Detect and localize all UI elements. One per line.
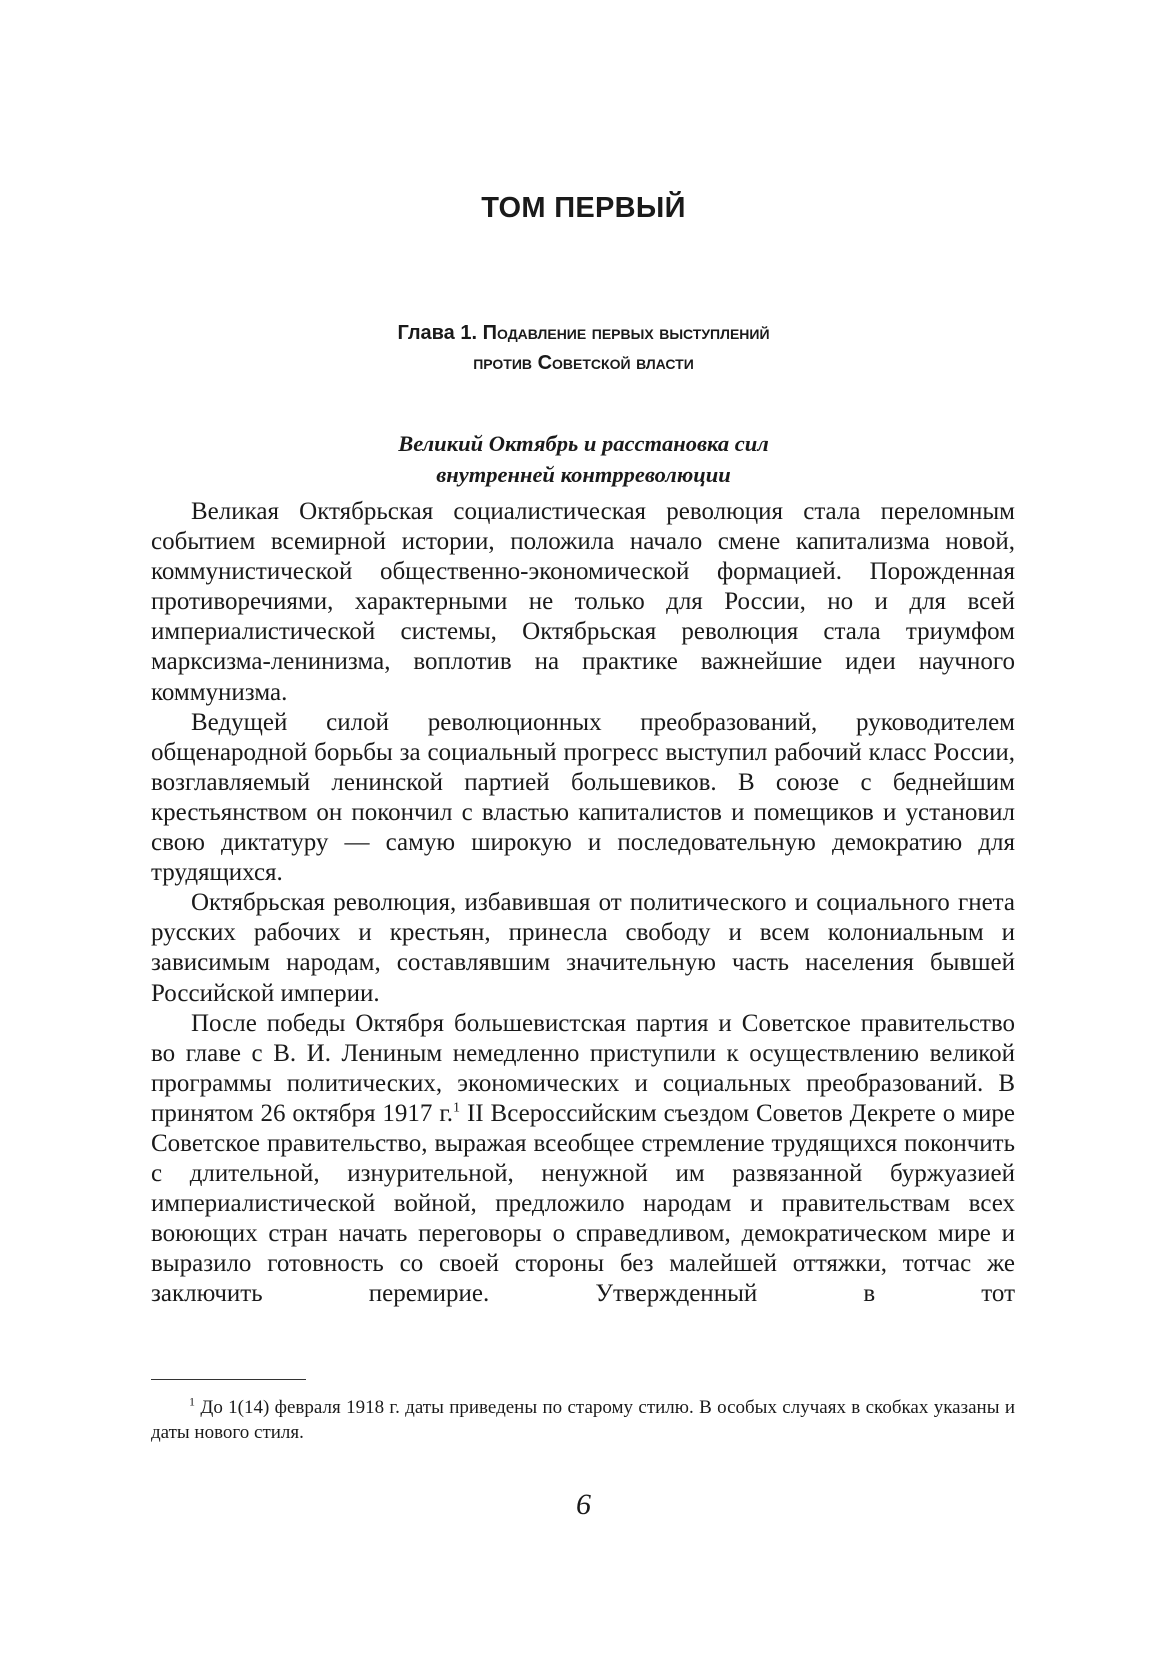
footnote-reference[interactable]: 1: [453, 1100, 461, 1116]
chapter-heading: [0, 318, 1167, 378]
footnote: [151, 1395, 1015, 1445]
paragraph-4-text-b: II Всероссийским съездом Советов Декрете о мире Советское правительство, выражая всеобщее стремление трудящихся покончить с длительной, изнурительной, ненужной им развязанной буржуазией империалистической войной, предложило народам и правительствам всех воюющих стран начать переговоры о справедливом, демократическом мире и выразило готовность со своей стороны без малейшей оттяжки, тотчас же заключить перемирие. Утвержденный в тот: [151, 1099, 1016, 1308]
section-heading-line-2: внутренней контрреволюции: [436, 462, 731, 487]
body-text: [151, 497, 1015, 1310]
paragraph-4: [151, 1009, 1015, 1310]
paragraph-2-text: Ведущей силой революционных преобразований, руководителем общенародной борьбы за социальный прогресс выступил рабочий класс России, возглавляемый ленинской партией большевиков. В союзе с беднейшим крестьянством он покончил с властью капиталистов и помещиков и установил свою диктатуру — самую широкую и последовательную демократию для трудящихся.: [151, 708, 1015, 887]
section-heading-line-1: Великий Октябрь и расстановка сил: [398, 431, 769, 456]
paragraph-1: [151, 497, 1015, 708]
paragraph-2: [151, 708, 1015, 889]
paragraph-3: [151, 888, 1015, 1008]
chapter-number: Глава 1.: [397, 322, 478, 344]
paragraph-4-text-a: После победы Октября большевистская партия и Советское правительство во главе с В. И. Лениным немедленно приступили к осуществлению великой программы политических, экономических и социальных преобразований. В принятом 26 октября 1917 г.: [151, 1009, 1015, 1127]
volume-title: ТОМ ПЕРВЫЙ: [481, 192, 686, 224]
section-heading: [0, 428, 1167, 490]
paragraph-3-text: Октябрьская революция, избавившая от политического и социального гнета русских рабочих и крестьян, принесла свободу и всем колониальным и зависимым народам, составлявшим значительную часть населения бывшей Российской империи.: [151, 889, 1015, 1007]
page-number: 6: [576, 1488, 591, 1521]
footnote-text: До 1(14) февраля 1918 г. даты приведены по старому стилю. В особых случаях в скобках указаны и даты нового стиля.: [151, 1397, 1015, 1443]
chapter-title-part-1: Подавление первых выступлений: [482, 322, 770, 344]
chapter-title-part-2: против Советской власти: [473, 352, 694, 374]
chapter-heading-line-1: [0, 318, 1167, 348]
paragraph-1-text: Великая Октябрьская социалистическая революция стала переломным событием всемирной истории, положила начало смене капитализма новой, коммунистической общественно-экономической формацией. Порожденная противоречиями, характерными не только для России, но и для всей империалистической системы, Октябрьская революция стала триумфом марксизма-ленинизма, воплотив на практике важнейшие идеи научного коммунизма.: [151, 498, 1015, 706]
footnote-divider: [151, 1379, 306, 1380]
footnote-number: 1: [189, 1394, 195, 1409]
